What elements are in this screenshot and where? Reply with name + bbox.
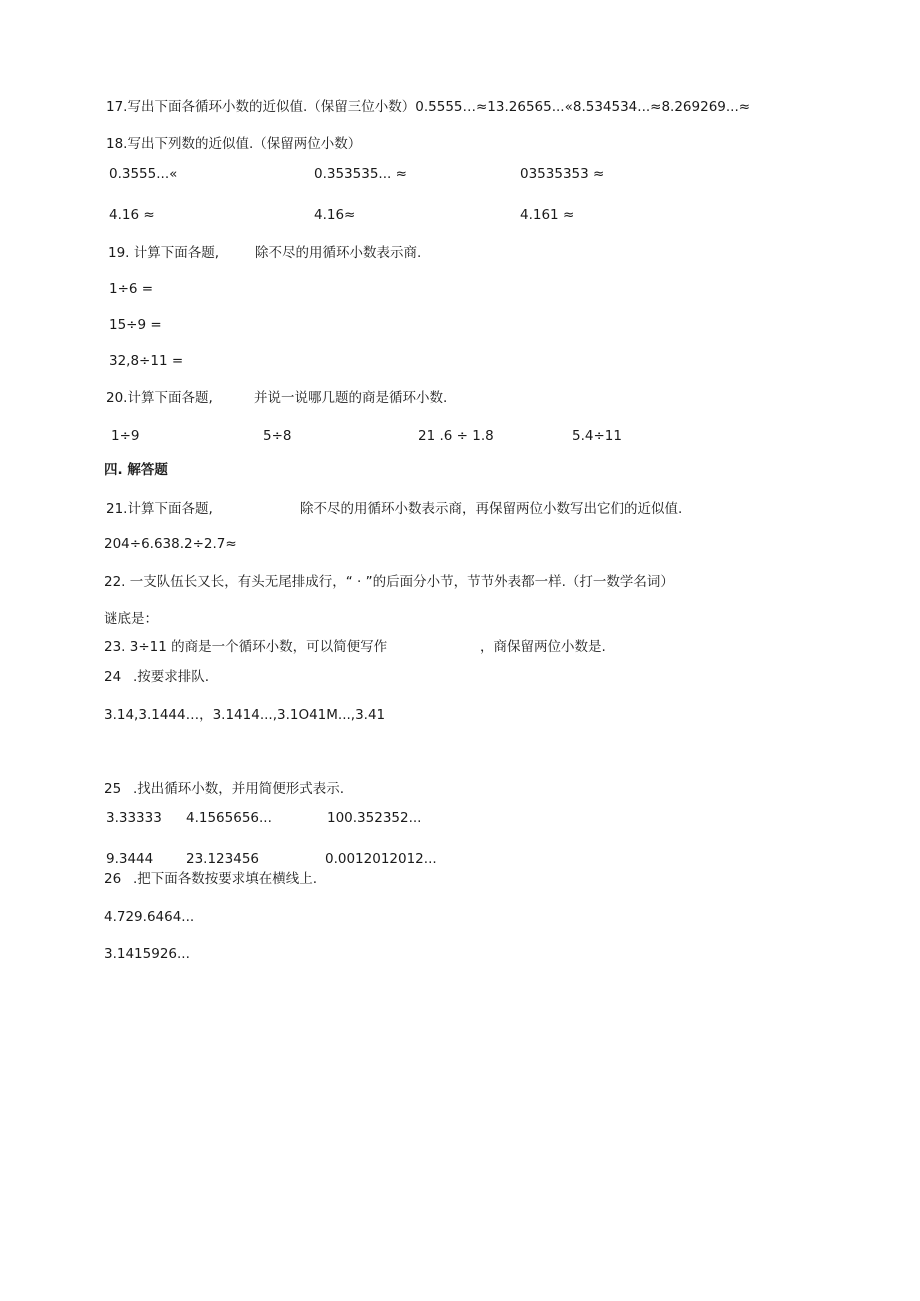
- q25-item: 0.0012012012...: [325, 851, 437, 867]
- q25-item: 3.33333: [106, 810, 162, 826]
- question-19-title-cont: 除不尽的用循环小数表示商.: [255, 245, 422, 261]
- question-26-number: 26: [104, 871, 122, 887]
- q18-item: 4.16 ≈: [109, 207, 155, 223]
- question-20-title-cont: 并说一说哪几题的商是循环小数.: [254, 390, 448, 406]
- q21-line: 204÷6.638.2÷2.7≈: [104, 536, 237, 552]
- question-18-title: 18.写出下列数的近似值.（保留两位小数）: [106, 136, 362, 152]
- q18-item: 4.161 ≈: [520, 207, 575, 223]
- question-21-title: 21.计算下面各题,: [106, 501, 213, 517]
- q20-item: 21 .6 ÷ 1.8: [418, 428, 494, 444]
- question-17: 17.写出下面各循环小数的近似值.（保留三位小数）0.5555…≈13.26565...«8.534534...≈8.269269...≈: [106, 99, 751, 115]
- q25-item: 9.3444: [106, 851, 154, 867]
- question-25-title: .找出循环小数，并用简便形式表示.: [133, 781, 345, 797]
- q20-item: 5÷8: [263, 428, 292, 444]
- q26-item: 3.1415926...: [104, 946, 190, 962]
- question-20-title: 20.计算下面各题,: [106, 390, 213, 406]
- q18-item: 03535353 ≈: [520, 166, 605, 182]
- question-25-number: 25: [104, 781, 122, 797]
- question-26-title: .把下面各数按要求填在横线上.: [133, 871, 318, 887]
- q18-item: 4.16≈: [314, 207, 356, 223]
- q19-item: 1÷6 =: [109, 281, 154, 297]
- q20-item: 5.4÷11: [572, 428, 622, 444]
- q19-item: 32,8÷11 =: [109, 353, 184, 369]
- question-24-title: .按要求排队.: [133, 669, 210, 685]
- question-24-number: 24: [104, 669, 122, 685]
- q19-item: 15÷9 =: [109, 317, 162, 333]
- q20-item: 1÷9: [111, 428, 140, 444]
- q18-item: 0.3555...«: [109, 166, 178, 182]
- q24-line: 3.14,3.1444…，3.1414...,3.1O41M...,3.41: [104, 707, 386, 723]
- q22-answer-label: 谜底是：: [104, 611, 158, 627]
- question-23-title-cont: ，商保留两位小数是.: [480, 639, 606, 655]
- q18-item: 0.353535... ≈: [314, 166, 407, 182]
- section-heading: 四. 解答题: [104, 462, 168, 478]
- q25-item: 23.123456: [186, 851, 260, 867]
- question-23-title: 23. 3÷11 的商是一个循环小数，可以简便写作: [104, 639, 388, 655]
- question-19-title: 19. 计算下面各题,: [108, 245, 220, 261]
- q25-item: 4.1565656...: [186, 810, 272, 826]
- q25-item: 100.352352...: [327, 810, 422, 826]
- question-21-title-cont: 除不尽的用循环小数表示商，再保留两位小数写出它们的近似值.: [300, 501, 683, 517]
- question-22-title: 22. 一支队伍长又长，有头无尾排成行，“ · ”的后面分小节，节节外表都一样.（打一数学名词）: [104, 574, 674, 590]
- q26-item: 4.729.6464...: [104, 909, 195, 925]
